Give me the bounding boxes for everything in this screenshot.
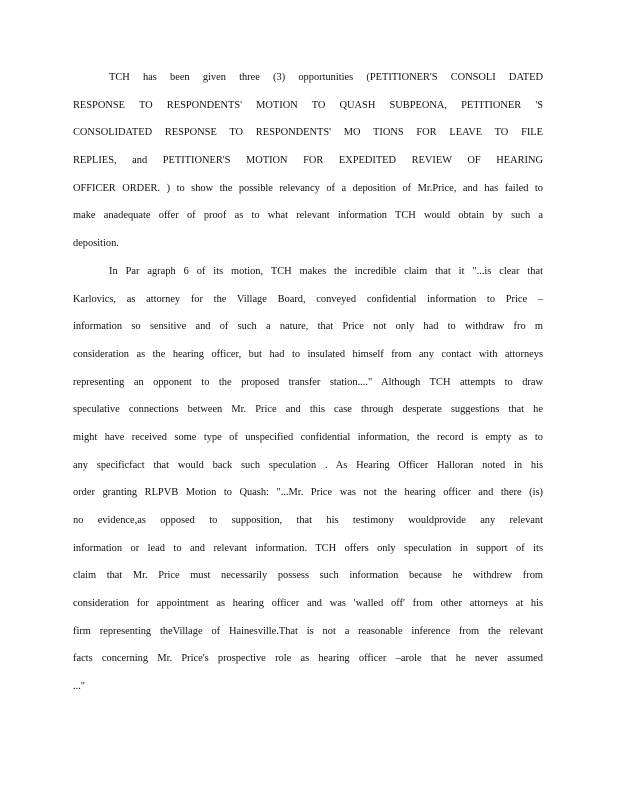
paragraph-line: order granting RLPVB Motion to Quash: "...Mr. Price was not the hearing officer and there (is) xyxy=(73,487,543,499)
paragraph-line: Karlovics, as attorney for the Village Board, conveyed confidential information to Price – xyxy=(73,293,543,305)
paragraph-line: deposition. xyxy=(73,238,119,250)
paragraph-line: consideration as the hearing officer, but had to insulated himself from any contact with attorneys xyxy=(73,348,543,360)
paragraph-line: ..." xyxy=(73,681,86,693)
paragraph-line: CONSOLIDATED RESPONSE TO RESPONDENTS' MO TIONS FOR LEAVE TO FILE xyxy=(73,127,543,139)
paragraph-1 xyxy=(73,68,543,262)
paragraph-line: firm representing theVillage of Hainesville.That is not a reasonable inference from the relevant xyxy=(73,625,543,637)
paragraph-line: TCH has been given three (3) opportunities (PETITIONER'S CONSOLI DATED xyxy=(109,72,543,83)
paragraph-line: no evidence,as opposed to supposition, that his testimony wouldprovide any relevant xyxy=(73,515,543,526)
paragraph-line: consideration for appointment as hearing officer and was 'walled off' from other attorneys at his xyxy=(73,598,543,610)
paragraph-line: might have received some type of unspecified confidential information, the record is empty as to xyxy=(73,431,543,443)
paragraph-line: OFFICER ORDER. ) to show the possible relevancy of a deposition of Mr.Price, and has failed to xyxy=(73,182,543,194)
paragraph-line: RESPONSE TO RESPONDENTS' MOTION TO QUASH SUBPEONA, PETITIONER 'S xyxy=(73,99,543,111)
paragraph-line: make anadequate offer of proof as to what relevant information TCH would obtain by such a xyxy=(73,210,543,222)
paragraph-line: information so sensitive and of such a nature, that Price not only had to withdraw fro m xyxy=(73,321,543,333)
paragraph-line: representing an opponent to the proposed transfer station...." Although TCH attempts to draw xyxy=(73,376,543,388)
paragraph-line: speculative connections between Mr. Price and this case through desperate suggestions that he xyxy=(73,404,543,416)
paragraph-2 xyxy=(73,262,543,705)
paragraph-line: In Par agraph 6 of its motion, TCH makes the incredible claim that it "...is clear that xyxy=(109,265,543,277)
body-text xyxy=(73,68,543,705)
paragraph-line: facts concerning Mr. Price's prospective role as hearing officer –arole that he never assumed xyxy=(73,653,543,665)
paragraph-line: any specificfact that would back such speculation . As Hearing Officer Halloran noted in his xyxy=(73,459,543,471)
paragraph-line: information or lead to and relevant information. TCH offers only speculation in support of its xyxy=(73,542,543,554)
paragraph-line: claim that Mr. Price must necessarily possess such information because he withdrew from xyxy=(73,570,543,582)
paragraph-line: REPLIES, and PETITIONER'S MOTION FOR EXPEDITED REVIEW OF HEARING xyxy=(73,155,543,167)
